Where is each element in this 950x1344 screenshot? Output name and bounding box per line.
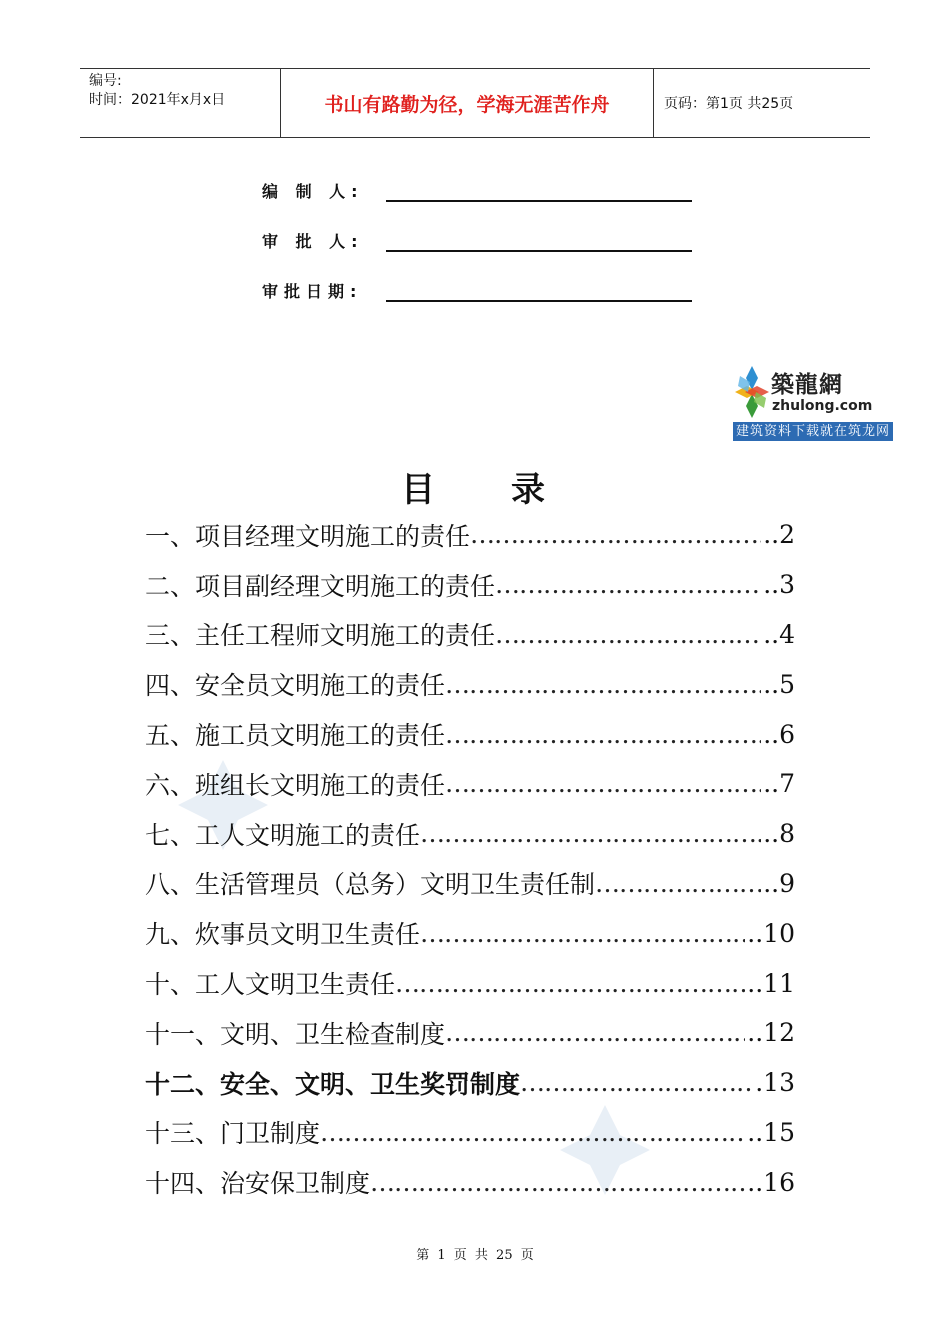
toc-leader-dots: [520, 1068, 753, 1097]
toc-entry[interactable]: [145, 908, 795, 958]
toc-entry[interactable]: [145, 1008, 795, 1058]
zhulong-logo-mark-icon: [733, 364, 771, 420]
toc-entry-page: ..9: [763, 868, 795, 898]
toc-entry-label: 一、项目经理文明施工的责任: [145, 521, 471, 551]
toc-entry-page: ..3: [763, 570, 795, 600]
toc-leader-dots: [445, 769, 761, 798]
toc-entry[interactable]: [145, 1058, 795, 1108]
toc-entry-label: 九、炊事员文明卫生责任: [145, 920, 421, 950]
sign-label-approval-date: 审批日期:: [262, 282, 363, 301]
sign-label-compiler: 编 制 人:: [262, 182, 364, 201]
toc-leader-dots: [470, 520, 761, 549]
header-page-info: 页码：第1页 共25页: [664, 96, 794, 112]
toc-entry-page: ..10: [747, 918, 795, 948]
toc-entry-page: ..6: [763, 719, 795, 749]
toc-entry[interactable]: [145, 1157, 795, 1207]
toc-entry[interactable]: [145, 809, 795, 859]
toc-list: [145, 510, 795, 1207]
page-footer: 第 1 页 共 25 页: [416, 1248, 534, 1263]
toc-entry-label: 八、生活管理员（总务）文明卫生责任制: [145, 870, 596, 900]
toc-leader-dots: [420, 919, 745, 948]
toc-entry[interactable]: [145, 560, 795, 610]
document-time-label: 时间：2021年x月x日: [89, 92, 226, 108]
page-header: [80, 68, 870, 138]
toc-entry-label: 七、工人文明施工的责任: [145, 820, 421, 850]
header-motto: 书山有路勤为径，学海无涯苦作舟: [281, 69, 654, 137]
toc-leader-dots: [495, 570, 761, 599]
toc-leader-dots: [445, 1018, 745, 1047]
logo-domain: zhulong.com: [772, 398, 873, 414]
zhulong-logo: [733, 362, 893, 442]
logo-name-cn: 築龍網: [771, 371, 843, 398]
toc-entry[interactable]: [145, 759, 795, 809]
toc-entry-page: ..4: [763, 619, 795, 649]
toc-entry-label: 二、项目副经理文明施工的责任: [145, 571, 496, 601]
logo-slogan-banner: 建筑资料下载就在筑龙网: [733, 422, 893, 441]
toc-entry-page: ..8: [763, 819, 795, 849]
toc-entry-label: 十一、文明、卫生检查制度: [145, 1019, 446, 1049]
toc-entry-label: 十、工人文明卫生责任: [145, 970, 396, 1000]
toc-title-char-2: 录: [511, 470, 549, 510]
document-number-label: 编号:: [89, 73, 122, 89]
toc-entry[interactable]: [145, 510, 795, 560]
toc-entry[interactable]: [145, 1108, 795, 1158]
toc-title-char-1: 目: [401, 470, 439, 510]
toc-entry-label: 十二、安全、文明、卫生奖罚制度: [145, 1069, 521, 1099]
toc-entry[interactable]: [145, 659, 795, 709]
sign-label-approver: 审 批 人:: [262, 232, 364, 251]
header-meta: [80, 69, 281, 137]
sign-row-compiler: [262, 172, 702, 202]
toc-leader-dots: [595, 869, 761, 898]
toc-entry-label: 五、施工员文明施工的责任: [145, 721, 446, 751]
toc-entry-page: ..2: [763, 520, 795, 550]
toc-entry-label: 十三、门卫制度: [145, 1119, 321, 1149]
toc-entry-page: .13: [755, 1068, 795, 1098]
toc-leader-dots: [445, 720, 761, 749]
toc-entry-page: ..11: [747, 968, 795, 998]
toc-leader-dots: [320, 1118, 745, 1147]
toc-entry[interactable]: [145, 859, 795, 909]
toc-title: [0, 462, 950, 511]
toc-entry[interactable]: [145, 709, 795, 759]
toc-entry-label: 十四、治安保卫制度: [145, 1169, 371, 1199]
sign-row-approver: [262, 222, 702, 252]
toc-entry-page: ..5: [763, 669, 795, 699]
toc-entry[interactable]: [145, 958, 795, 1008]
toc-entry-page: ..7: [763, 769, 795, 799]
toc-entry-page: ..16: [747, 1167, 795, 1197]
toc-entry[interactable]: [145, 610, 795, 660]
toc-leader-dots: [445, 670, 761, 699]
toc-entry-page: ..15: [747, 1117, 795, 1147]
sign-row-approval-date: [262, 272, 702, 302]
toc-leader-dots: [395, 969, 745, 998]
toc-entry-label: 三、主任工程师文明施工的责任: [145, 621, 496, 651]
sign-line-approver: [386, 228, 692, 252]
toc-leader-dots: [370, 1168, 745, 1197]
sign-line-approval-date: [386, 278, 692, 302]
toc-leader-dots: [420, 819, 761, 848]
toc-entry-label: 四、安全员文明施工的责任: [145, 671, 446, 701]
toc-leader-dots: [495, 620, 761, 649]
sign-line-compiler: [386, 178, 692, 202]
toc-entry-label: 六、班组长文明施工的责任: [145, 770, 446, 800]
toc-entry-page: ..12: [747, 1018, 795, 1048]
